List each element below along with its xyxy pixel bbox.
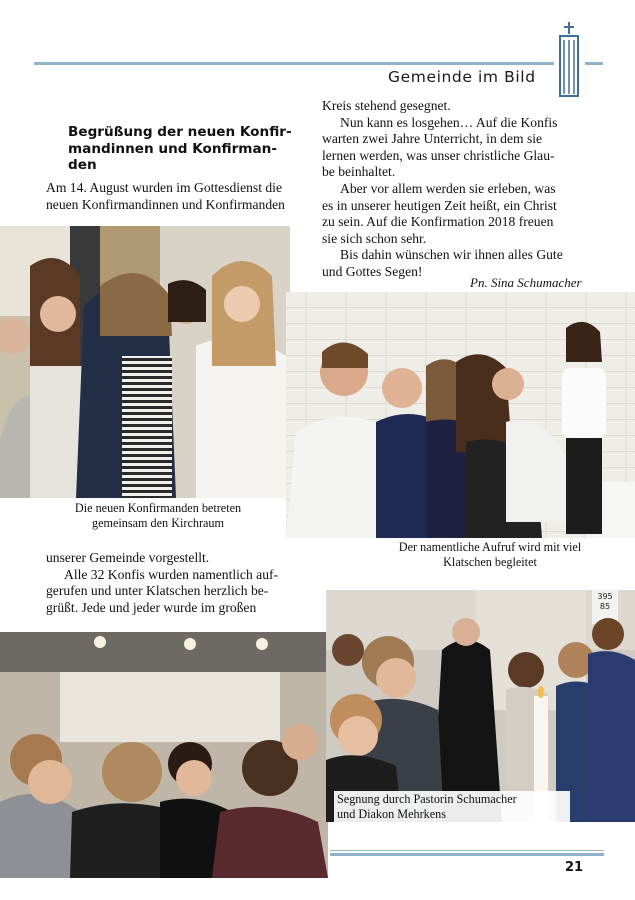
caption-line: Klatschen begleitet bbox=[443, 555, 537, 569]
col1-continued bbox=[46, 550, 316, 616]
heading-line: den bbox=[68, 157, 97, 173]
text-line: unserer Gemeinde vorgestellt. bbox=[46, 550, 210, 565]
footer-rule bbox=[330, 853, 604, 856]
text-line: Am 14. August wurden im Gottesdienst die bbox=[46, 180, 282, 195]
photo-blessing bbox=[326, 590, 635, 822]
text-line: zu sein. Auf die Konfirmation 2018 freuen bbox=[322, 214, 554, 230]
heading-line: Begrüßung der neuen Konfir- bbox=[68, 124, 292, 140]
caption-entering-church bbox=[38, 501, 278, 531]
hymn-number: 85 bbox=[599, 602, 611, 611]
text-line: lernen werden, was unser christliche Glau- bbox=[322, 147, 555, 163]
caption-clapping bbox=[375, 540, 605, 570]
text-line: Alle 32 Konfis wurden namentlich auf- bbox=[64, 566, 279, 582]
section-title: Gemeinde im Bild bbox=[388, 68, 536, 86]
text-line: Bis dahin wünschen wir ihnen alles Gute bbox=[340, 247, 563, 263]
caption-line: Der namentliche Aufruf wird mit viel bbox=[398, 540, 582, 554]
church-logo-icon bbox=[556, 22, 584, 98]
heading-line: mandinnen und Konfirman- bbox=[68, 140, 277, 157]
text-line: Kreis stehend gesegnet. bbox=[322, 98, 451, 113]
caption-line: und Diakon Mehrkens bbox=[337, 807, 446, 821]
caption-blessing bbox=[334, 791, 570, 823]
text-line: neuen Konfirmandinnen und Konfirmanden bbox=[46, 196, 285, 212]
caption-line: Die neuen Konfirmanden betreten bbox=[74, 501, 242, 515]
text-line: Aber vor allem werden sie erleben, was bbox=[340, 180, 556, 196]
caption-line: Segnung durch Pastorin Schumacher bbox=[337, 792, 517, 806]
header-rule-left bbox=[34, 62, 554, 65]
photo-entering-church bbox=[0, 226, 290, 498]
page-number: 21 bbox=[565, 860, 584, 875]
photo-circle bbox=[0, 632, 328, 878]
text-line: es in unserer heutigen Zeit heißt, ein Christ bbox=[322, 197, 557, 213]
text-line: Nun kann es losgehen… Auf die Konfis bbox=[340, 114, 558, 130]
footer-rule-top bbox=[330, 850, 604, 851]
header-rule-right bbox=[585, 62, 603, 65]
text-line: gerufen und unter Klatschen herzlich be- bbox=[46, 583, 269, 599]
article-heading bbox=[68, 124, 318, 174]
hymn-number: 395 bbox=[597, 592, 613, 601]
photo-clapping bbox=[286, 292, 635, 538]
text-line: warten zwei Jahre Unterricht, in dem sie bbox=[322, 131, 543, 147]
caption-line: gemeinsam den Kirchraum bbox=[92, 516, 224, 530]
col2-text bbox=[322, 98, 592, 281]
col1-intro bbox=[46, 180, 316, 213]
signature: Pn. Sina Schumacher bbox=[470, 275, 582, 290]
text-line: sie sich schon sehr. bbox=[322, 230, 427, 246]
text-line: und Gottes Segen! bbox=[322, 263, 423, 279]
text-line: be beinhaltet. bbox=[322, 164, 396, 180]
hymn-board bbox=[592, 592, 618, 612]
text-line: grüßt. Jede und jeder wurde im großen bbox=[46, 599, 257, 615]
